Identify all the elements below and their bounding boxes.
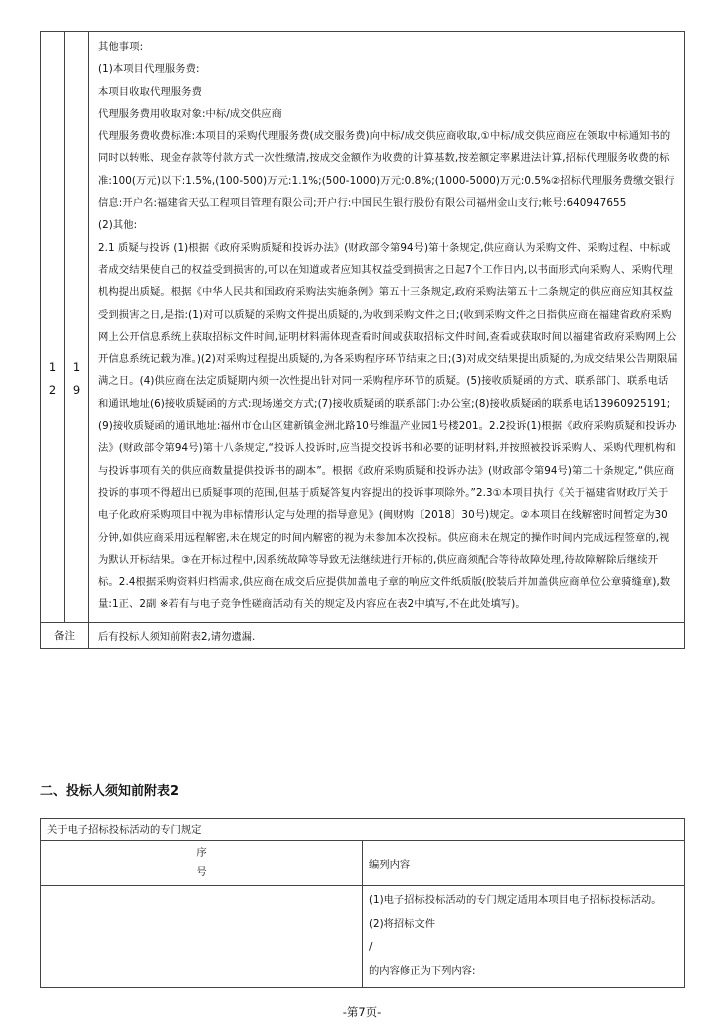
notice-table-1 [40,31,685,649]
special-rules-content [363,886,685,988]
row-number-digit: 2 [48,382,57,397]
paragraph: 本项目收取代理服务费 [98,85,202,98]
paragraph: 的内容修正为下列内容: [369,964,476,977]
row-number-cell [41,32,65,623]
notice-table-2 [40,818,685,988]
paragraph: (2)其他: [98,219,138,232]
row-number-digit: 1 [72,360,81,374]
section-title: 二、投标人须知前附表2 [40,784,180,799]
paragraph: 其他事项: [98,41,144,53]
table-row [41,819,685,841]
page-number: -第7页- [342,1005,382,1019]
note-label: 备注 [41,622,89,648]
seq-cell [41,886,363,988]
other-matters-content [89,32,685,623]
table-row [41,622,685,648]
paragraph: 2.1 质疑与投诉 (1)根据《政府采购质疑和投诉办法》(财政部令第94号)第十条规定,供应商认为采购文件、采购过程、中标或者成交结果使自己的权益受到损害的,可以在知道或者应知其权益受到损害之日起7个工作日内,以书面形式向采购人、采购代理机构提出质疑。根据《中华人民共和国政府采购法实施条例》第五十三条规定,政府采购法第五十二条规定的供应商应知其权益受到损害之日,是指:(1)对可以质疑的采购文件提出质疑的,为收到采购文件之日;(收到采购文件之日指供应商在福建省政府采购网上公开信息系统上获取招标文件时间,证明材料需体现查看时间或获取招标文件时间,查看或获取时间以福建省政府采购网上公开信息系统记载为准。)(2)对采购过程提出质疑的,为各采购程序环节结束之日;(3)对成交结果提出质疑的,为成交结果公告期限届满之日。(4)供应商在法定质疑期内须一次性提出针对同一采购程序环节的质疑。(5)接收质疑函的方式、联系部门、联系电话和通讯地址(6)接收质疑函的方式:现场递交方式;(7)接收质疑函的联系部门:办公室;(8)接收质疑函的联系电话13960925191;(9)接收质疑函的通讯地址:福州市仓山区建新镇金洲北路10号维温产业园1号楼201。2.2投诉(1)根据《政府采购质疑和投诉办法》(财政部令第94号)第十八条规定,“投诉人投诉时,应当提交投诉书和必要的证明材料,并按照被投诉采购人、采购代理机构和与投诉事项有关的供应商数量提供投诉书的副本”。根据《政府采购质疑和投诉办法》(财政部令第94号)第二十条规定,“供应商投诉的事项不得超出已质疑事项的范围,但基于质疑答复内容提出的投诉事项除外。”2.3①本项目执行《关于福建省财政厅关于电子化政府采购项目中视为串标情形认定与处理的指导意见》(闽财购〔2018〕30号)规定。②本项目在线解密时间暂定为30分钟,如供应商采用远程解密,未在规定的时间内解密的视为未参加本次投标。供应商未在规定的操作时间内完成远程签章的,视为默认开标结果。③在开标过程中,因系统故障等导致无法继续进行开标的,供应商须配合等待故障处理,待故障解除后继续开标。2.4根据采购资料归档需求,供应商在成交后应提供加盖电子章的响应文件纸质版(胶装后并加盖供应商单位公章骑缝章),数量:1正、2副 ※若有与电子竞争性磋商活动有关的规定及内容应在表2中填写,不在此处填写)。 [98,241,678,611]
table-header: 关于电子招标投标活动的专门规定 [41,819,685,841]
seq-label-char: 序 [196,847,207,859]
paragraph: 代理服务费收费标准:本项目的采购代理服务费(成交服务费)向中标/成交供应商收取,①中标/成交供应商应在领取中标通知书的同时以转账、现金存款等付款方式一次性缴清,按成交金额作为收费的计算基数,按差额定率累进法计算,招标代理服务收费的标准:100(万元)以下:1.5%,(100-500)万元:1.1%;(500-1000)万元:0.8%;(1000-5000)万元:0.5%②招标代理服务费缴交银行信息:开户名:福建省天弘工程项目管理有限公司;开户行:中国民生银行股份有限公司福州金山支行;帐号:640947655 [98,130,675,210]
row-number-digit: 9 [72,382,81,397]
row-number-cell [65,32,89,623]
paragraph: (2)将招标文件 [369,917,436,930]
table-row [41,886,685,988]
paragraph: 代理服务费用收取对象:中标/成交供应商 [98,107,282,120]
paragraph: (1)本项目代理服务费: [98,63,200,76]
paragraph: / [369,941,373,953]
seq-label-char: 号 [196,866,207,878]
table-row [41,32,685,623]
note-text: 后有投标人须知前附表2,请勿遗漏. [89,622,685,648]
table-row [41,841,685,886]
paragraph: (1)电子招标投标活动的专门规定适用本项目电子招标投标活动。 [369,894,662,906]
row-number-digit: 1 [48,360,57,374]
seq-label [41,841,363,886]
column-label: 编列内容 [363,841,685,886]
